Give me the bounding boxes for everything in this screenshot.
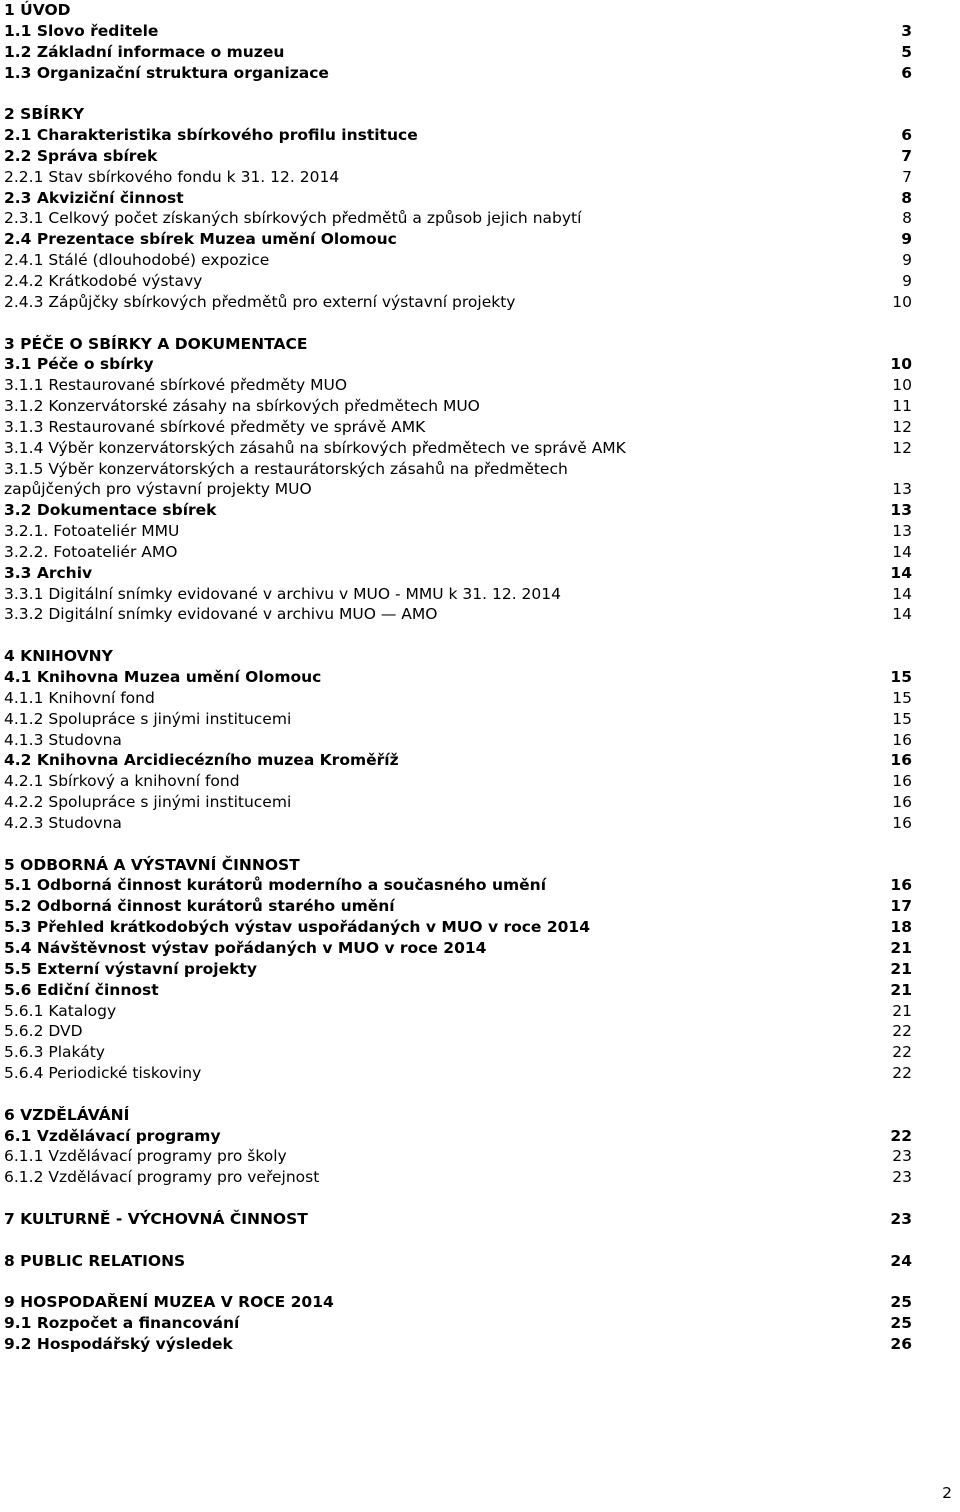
section-spacer — [4, 1271, 912, 1292]
toc-entry — [4, 896, 912, 917]
toc-entry-page: 6 — [901, 126, 912, 145]
toc-entry — [4, 584, 912, 605]
toc-entry-title: 5.6.3 Plakáty — [4, 1043, 105, 1062]
toc-entry — [4, 1209, 912, 1230]
toc-entry — [4, 813, 912, 834]
toc-entry-title: 2.4 Prezentace sbírek Muzea umění Olomouc — [4, 230, 397, 249]
toc-entry-page: 14 — [890, 563, 912, 582]
toc-entry-page: 13 — [892, 480, 912, 499]
table-of-contents — [4, 0, 912, 1355]
toc-entry — [4, 1001, 912, 1022]
toc-entry-title: 5.6.2 DVD — [4, 1022, 83, 1041]
toc-entry-page: 9 — [902, 251, 912, 270]
toc-entry — [4, 730, 912, 751]
toc-entry — [4, 208, 912, 229]
toc-entry-title: 4.2.3 Studovna — [4, 813, 122, 832]
toc-entry-title: 3 PÉČE O SBÍRKY A DOKUMENTACE — [4, 334, 308, 353]
toc-entry-title: 2.2.1 Stav sbírkového fondu k 31. 12. 2014 — [4, 167, 340, 186]
toc-entry-title: 5.2 Odborná činnost kurátorů starého umění — [4, 897, 395, 916]
toc-entry-title: 6.1.1 Vzdělávací programy pro školy — [4, 1147, 287, 1166]
toc-entry — [4, 250, 912, 271]
toc-entry — [4, 667, 912, 688]
toc-entry-title: 4.1.1 Knihovní fond — [4, 688, 155, 707]
toc-entry-page: 14 — [892, 605, 912, 624]
toc-entry — [4, 1167, 912, 1188]
section-spacer — [4, 625, 912, 646]
toc-entry — [4, 855, 912, 876]
toc-entry — [4, 750, 912, 771]
toc-entry — [4, 938, 912, 959]
toc-entry — [4, 334, 912, 355]
toc-entry-page: 13 — [890, 501, 912, 520]
toc-entry-title: 1 ÚVOD — [4, 1, 71, 19]
toc-entry — [4, 1063, 912, 1084]
toc-entry — [4, 500, 912, 521]
toc-entry-page: 9 — [902, 271, 912, 290]
toc-entry-page: 9 — [901, 230, 912, 249]
toc-entry-page: 8 — [902, 209, 912, 228]
toc-entry-page: 18 — [890, 918, 912, 937]
toc-entry-title: 4 KNIHOVNY — [4, 647, 113, 666]
toc-entry-title: 5.6.4 Periodické tiskoviny — [4, 1064, 202, 1083]
toc-entry-page: 22 — [890, 1126, 912, 1145]
toc-entry — [4, 104, 912, 125]
toc-entry-title: 5.6 Ediční činnost — [4, 980, 159, 999]
toc-entry — [4, 271, 912, 292]
toc-entry — [4, 709, 912, 730]
toc-entry — [4, 646, 912, 667]
toc-entry-page: 15 — [892, 709, 912, 728]
toc-entry-title: 3.1.2 Konzervátorské zásahy na sbírkových předmětech MUO — [4, 397, 480, 416]
section-spacer — [4, 1084, 912, 1105]
toc-entry-page: 16 — [892, 772, 912, 791]
toc-entry-page: 13 — [892, 522, 912, 541]
toc-entry — [4, 521, 912, 542]
toc-entry — [4, 42, 912, 63]
toc-entry-title: 5.6.1 Katalogy — [4, 1001, 117, 1020]
toc-entry-title: 4.2 Knihovna Arcidiecézního muzea Kroměříž — [4, 751, 399, 770]
toc-entry-page: 16 — [892, 793, 912, 812]
toc-entry — [4, 1042, 912, 1063]
toc-entry-title: 1.1 Slovo ředitele — [4, 21, 159, 40]
toc-entry-title: 5 ODBORNÁ A VÝSTAVNÍ ČINNOST — [4, 855, 300, 874]
toc-entry-title: 3.3.1 Digitální snímky evidované v archivu v MUO - MMU k 31. 12. 2014 — [4, 584, 562, 603]
toc-entry-page: 12 — [892, 438, 912, 457]
toc-entry — [4, 229, 912, 250]
toc-entry-page: 15 — [892, 688, 912, 707]
toc-entry — [4, 1146, 912, 1167]
toc-entry-page: 3 — [901, 21, 912, 40]
toc-entry-title: 7 KULTURNĚ - VÝCHOVNÁ ČINNOST — [4, 1209, 308, 1228]
toc-entry-title: 9 HOSPODAŘENÍ MUZEA V ROCE 2014 — [4, 1293, 334, 1312]
toc-entry-page: 22 — [892, 1022, 912, 1041]
toc-entry — [4, 1105, 912, 1126]
toc-entry — [4, 980, 912, 1001]
toc-entry-title: 6.1.2 Vzdělávací programy pro veřejnost — [4, 1168, 320, 1187]
toc-entry-page: 16 — [890, 751, 912, 770]
toc-entry-title: 9.1 Rozpočet a financování — [4, 1314, 240, 1333]
toc-entry-title: 2.2 Správa sbírek — [4, 146, 158, 165]
toc-entry — [4, 459, 912, 501]
toc-entry-page: 25 — [890, 1314, 912, 1333]
toc-entry — [4, 688, 912, 709]
toc-entry — [4, 146, 912, 167]
toc-entry-title: 4.2.1 Sbírkový a knihovní fond — [4, 772, 240, 791]
toc-entry-title: 2 SBÍRKY — [4, 105, 85, 124]
toc-entry-page: 16 — [892, 730, 912, 749]
toc-entry-title: 3.2.1. Fotoateliér MMU — [4, 522, 180, 541]
toc-entry-title: 4.1.3 Studovna — [4, 730, 122, 749]
toc-entry — [4, 604, 912, 625]
section-spacer — [4, 83, 912, 104]
section-spacer — [4, 834, 912, 855]
toc-entry-title: 3.1.1 Restaurované sbírkové předměty MUO — [4, 376, 348, 395]
toc-entry-page: 7 — [902, 167, 912, 186]
toc-entry-title: 5.1 Odborná činnost kurátorů moderního a současného umění — [4, 876, 547, 895]
toc-entry-title: 3.3 Archiv — [4, 563, 93, 582]
toc-entry-page: 17 — [890, 897, 912, 916]
toc-entry-title: 2.4.2 Krátkodobé výstavy — [4, 271, 203, 290]
toc-entry — [4, 771, 912, 792]
toc-entry-title: 2.3.1 Celkový počet získaných sbírkových předmětů a způsob jejich nabytí — [4, 209, 582, 228]
toc-entry-title: 5.4 Návštěvnost výstav pořádaných v MUO v roce 2014 — [4, 938, 487, 957]
toc-entry — [4, 125, 912, 146]
toc-entry — [4, 959, 912, 980]
toc-entry-title: 5.3 Přehled krátkodobých výstav uspořádaných v MUO v roce 2014 — [4, 918, 590, 937]
toc-entry-title: 2.4.1 Stálé (dlouhodobé) expozice — [4, 251, 270, 270]
toc-entry-title: 3.2 Dokumentace sbírek — [4, 501, 217, 520]
toc-entry-page: 14 — [892, 542, 912, 561]
toc-entry — [4, 563, 912, 584]
toc-entry — [4, 1126, 912, 1147]
toc-entry-page: 24 — [890, 1251, 912, 1270]
toc-entry-page: 10 — [890, 355, 912, 374]
toc-entry — [4, 167, 912, 188]
toc-entry — [4, 375, 912, 396]
toc-entry-title: 8 PUBLIC RELATIONS — [4, 1251, 186, 1270]
toc-entry-page: 7 — [901, 146, 912, 165]
toc-entry-title: 3.3.2 Digitální snímky evidované v archivu MUO — AMO — [4, 605, 438, 624]
toc-entry-title: 2.4.3 Zápůjčky sbírkových předmětů pro externí výstavní projekty — [4, 292, 516, 311]
toc-entry-page: 26 — [890, 1335, 912, 1353]
toc-entry — [4, 875, 912, 896]
toc-entry-title: 4.2.2 Spolupráce s jinými institucemi — [4, 793, 292, 812]
toc-entry-page: 11 — [892, 397, 912, 416]
section-spacer — [4, 1230, 912, 1251]
toc-entry-page: 10 — [892, 292, 912, 311]
toc-entry-title: 3.2.2. Fotoateliér AMO — [4, 542, 178, 561]
toc-entry — [4, 396, 912, 417]
page-number: 2 — [942, 1484, 952, 1502]
toc-entry-page: 12 — [892, 417, 912, 436]
toc-entry-page: 16 — [890, 876, 912, 895]
toc-entry — [4, 417, 912, 438]
section-spacer — [4, 313, 912, 334]
toc-entry-page: 22 — [892, 1064, 912, 1083]
toc-entry-page: 14 — [892, 584, 912, 603]
toc-entry-title: 2.1 Charakteristika sbírkového profilu instituce — [4, 126, 418, 145]
toc-entry — [4, 292, 912, 313]
toc-entry-title: 1.2 Základní informace o muzeu — [4, 42, 285, 61]
toc-entry — [4, 917, 912, 938]
toc-entry — [4, 21, 912, 42]
toc-entry-title: 3.1.4 Výběr konzervátorských zásahů na sbírkových předmětech ve správě AMK — [4, 438, 626, 457]
toc-entry — [4, 1334, 912, 1355]
toc-entry-page: 15 — [890, 668, 912, 686]
toc-entry-page: 21 — [890, 938, 912, 957]
toc-entry — [4, 438, 912, 459]
toc-entry — [4, 354, 912, 375]
toc-entry — [4, 1021, 912, 1042]
toc-entry-title: 1.3 Organizační struktura organizace — [4, 63, 329, 82]
toc-entry — [4, 0, 912, 21]
toc-entry-page: 10 — [892, 376, 912, 395]
toc-entry-title: 6 VZDĚLÁVÁNÍ — [4, 1105, 130, 1124]
toc-entry-title: 4.1.2 Spolupráce s jinými institucemi — [4, 709, 292, 728]
toc-entry-page: 8 — [901, 188, 912, 207]
toc-entry-page: 21 — [892, 1001, 912, 1020]
toc-entry-page: 23 — [892, 1168, 912, 1187]
toc-entry — [4, 63, 912, 84]
toc-entry — [4, 542, 912, 563]
toc-entry — [4, 1251, 912, 1272]
toc-entry-page: 23 — [892, 1147, 912, 1166]
toc-entry-title: 3.1.5 Výběr konzervátorských a restaurátorských zásahů na předmětech zapůjčených pro výstavní projekty MUO — [4, 459, 568, 499]
toc-entry-page: 21 — [890, 959, 912, 978]
toc-entry-page: 5 — [901, 42, 912, 61]
toc-entry-title: 4.1 Knihovna Muzea umění Olomouc — [4, 668, 322, 686]
toc-entry-page: 23 — [890, 1209, 912, 1228]
toc-entry-title: 3.1.3 Restaurované sbírkové předměty ve správě AMK — [4, 417, 426, 436]
toc-entry — [4, 792, 912, 813]
toc-entry-page: 21 — [890, 980, 912, 999]
toc-entry-title: 3.1 Péče o sbírky — [4, 355, 154, 374]
toc-entry — [4, 1292, 912, 1313]
toc-entry-page: 22 — [892, 1043, 912, 1062]
toc-entry-title: 9.2 Hospodářský výsledek — [4, 1335, 233, 1353]
toc-entry-page: 16 — [892, 813, 912, 832]
toc-entry — [4, 1313, 912, 1334]
section-spacer — [4, 1188, 912, 1209]
toc-entry-title: 5.5 Externí výstavní projekty — [4, 959, 257, 978]
toc-entry-title: 2.3 Akviziční činnost — [4, 188, 184, 207]
toc-entry-page: 6 — [901, 63, 912, 82]
toc-entry-title: 6.1 Vzdělávací programy — [4, 1126, 221, 1145]
toc-entry — [4, 188, 912, 209]
toc-entry-page: 25 — [890, 1293, 912, 1312]
